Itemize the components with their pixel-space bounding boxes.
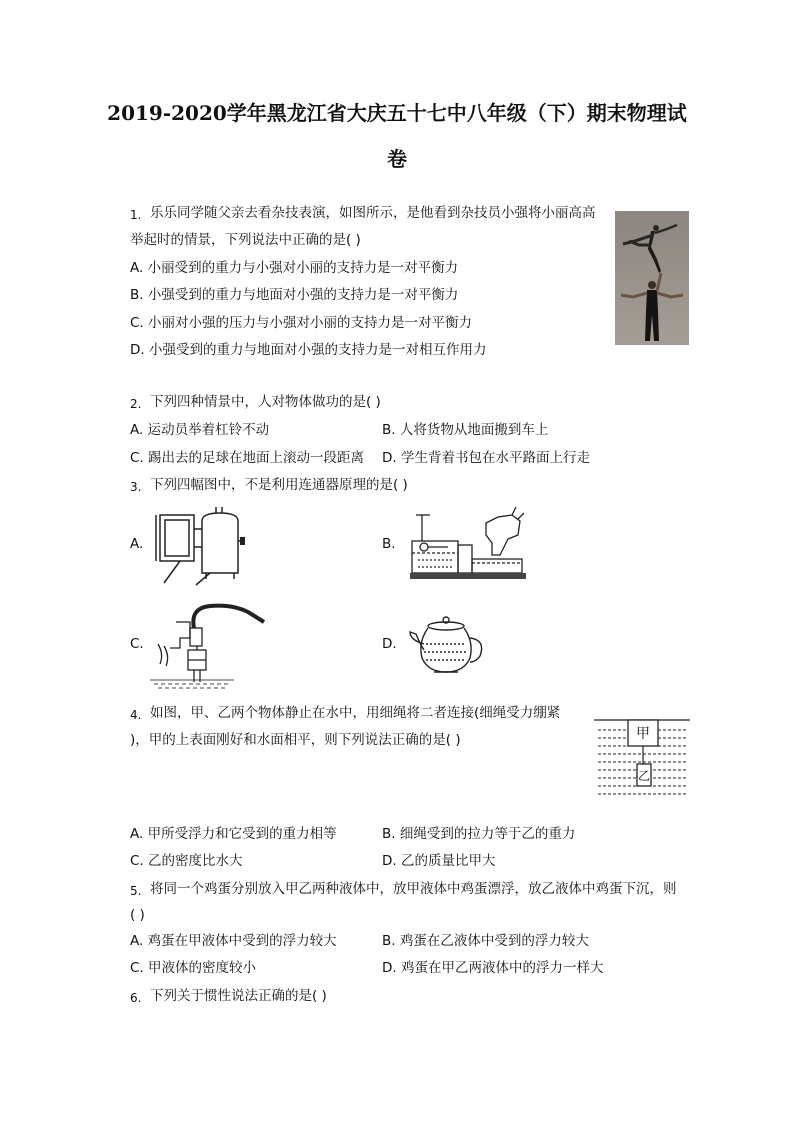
boiler-water-gauge-figure (150, 507, 246, 585)
page-title-continued: 卷 (387, 147, 407, 171)
question-5-option-b: B. 鸡蛋在乙液体中受到的浮力较大 (382, 933, 589, 949)
page-title: 2019-2020学年黑龙江省大庆五十七中八年级（下）期末物理试 (107, 101, 687, 125)
question-4-option-c: C. 乙的密度比水大 (130, 853, 243, 869)
question-5-option-d: D. 鸡蛋在甲乙两液体中的浮力一样大 (382, 960, 604, 976)
question-2-number: 2. (130, 397, 142, 411)
question-4-option-b: B. 细绳受到的拉力等于乙的重力 (382, 826, 576, 842)
question-4-stem: 如图，甲、乙两个物体静止在水中，用细绳将二者连接(细绳受力绷紧 (150, 705, 561, 721)
question-5-stem-continued: ( ) (130, 907, 145, 923)
question-2-option-b: B. 人将货物从地面搬到车上 (382, 422, 549, 438)
teapot-figure (406, 614, 486, 678)
question-1-number: 1. (130, 208, 142, 222)
question-1-stem: 乐乐同学随父亲去看杂技表演，如图所示，是他看到杂技员小强将小丽高高 (150, 205, 596, 221)
question-2-option-d: D. 学生背着书包在水平路面上行走 (382, 450, 590, 466)
question-1-option-d: D. 小强受到的重力与地面对小强的支持力是一对相互作用力 (130, 342, 487, 358)
question-5-stem: 将同一个鸡蛋分别放入甲乙两种液体中，放甲液体中鸡蛋漂浮，放乙液体中鸡蛋下沉，则 (150, 881, 677, 897)
question-4-option-a: A. 甲所受浮力和它受到的重力相等 (130, 826, 337, 842)
question-4-number: 4. (130, 708, 142, 722)
question-2-option-c: C. 踢出去的足球在地面上滚动一段距离 (130, 450, 365, 466)
question-2-stem: 下列四种情景中，人对物体做功的是( ) (150, 394, 381, 410)
acrobat-photo (615, 211, 689, 345)
question-6-stem: 下列关于惯性说法正确的是( ) (150, 988, 327, 1004)
question-4-option-d: D. 乙的质量比甲大 (382, 853, 496, 869)
question-3-option-d-label: D. (382, 636, 397, 652)
question-4-stem-continued: )，甲的上表面刚好和水面相平，则下列说法正确的是( ) (130, 732, 461, 748)
question-1-option-c: C. 小丽对小强的压力与小强对小丽的支持力是一对平衡力 (130, 315, 473, 331)
question-5-option-c: C. 甲液体的密度较小 (130, 960, 257, 976)
siphon-pump-figure (150, 598, 270, 690)
question-1-option-a: A. 小丽受到的重力与小强对小丽的支持力是一对平衡力 (130, 260, 459, 276)
cattle-drinking-trough-figure (408, 505, 526, 583)
question-1-option-b: B. 小强受到的重力与地面对小强的支持力是一对平衡力 (130, 287, 459, 303)
question-3-stem: 下列四幅图中，不是利用连通器原理的是( ) (150, 477, 408, 493)
question-1-stem-continued: 举起时的情景，下列说法中正确的是( ) (130, 232, 361, 248)
question-6-number: 6. (130, 991, 142, 1005)
question-3-number: 3. (130, 480, 142, 494)
question-3-option-a-label: A. (130, 536, 144, 552)
question-3-option-c-label: C. (130, 636, 144, 652)
question-5-number: 5. (130, 884, 142, 898)
box-yi-label: 乙 (637, 769, 651, 783)
question-5-option-a: A. 鸡蛋在甲液体中受到的浮力较大 (130, 933, 337, 949)
box-jia-label: 甲 (636, 726, 650, 742)
question-2-option-a: A. 运动员举着杠铃不动 (130, 422, 270, 438)
floating-objects-diagram (594, 712, 690, 798)
question-3-option-b-label: B. (382, 536, 396, 552)
